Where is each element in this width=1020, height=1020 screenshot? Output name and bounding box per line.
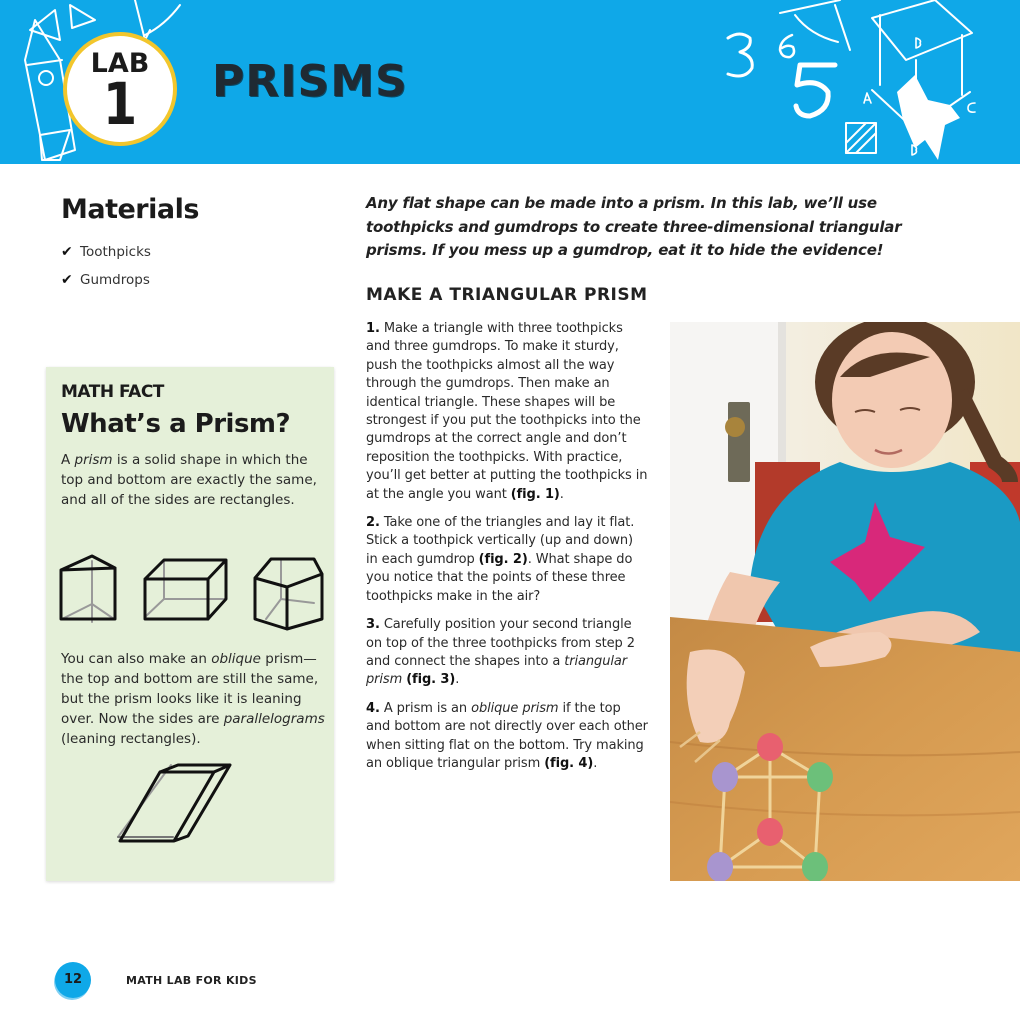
text-run: . — [455, 672, 460, 688]
intro-paragraph: Any flat shape can be made into a prism. In this lab, we’ll use toothpicks and gumdrops to create three-dimensional triangular prisms. If you mess up a gumdrop, eat it to hide the evidence! — [366, 194, 902, 259]
lab-number: 1 — [102, 70, 138, 138]
checkmark-icon: ✔ — [61, 272, 73, 288]
text-run: is a solid shape in which the top and bottom are exactly the same, and all of the sides are rectangles. — [61, 452, 317, 508]
figure-reference: (fig. 1) — [510, 486, 560, 502]
text-run: . — [593, 755, 598, 771]
emphasized-term: prism — [74, 452, 113, 468]
math-fact-kicker: MATH FACT — [61, 382, 164, 402]
step — [366, 320, 648, 504]
page-number: 12 — [55, 962, 91, 998]
step — [366, 514, 648, 606]
checkmark-icon: ✔ — [61, 244, 73, 260]
emphasized-term: oblique prism — [471, 700, 559, 716]
prism-sketch-doodle — [872, 0, 972, 160]
text-run: Carefully position your second triangle on top of the three toothpicks from step 2 and connect the shapes into a — [366, 617, 635, 669]
step-number: 3. — [366, 617, 380, 633]
section-heading: MAKE A TRIANGULAR PRISM — [366, 285, 648, 305]
instruction-steps — [366, 320, 648, 783]
math-fact-sidebar — [46, 367, 334, 881]
number-5-doodle — [796, 65, 835, 116]
materials-item-label: Gumdrops — [80, 272, 150, 288]
figure-reference: (fig. 3) — [406, 672, 456, 688]
pentagonal-prism-illustration — [255, 559, 322, 629]
text-run: You can also make an — [61, 651, 212, 667]
figure-reference: (fig. 4) — [544, 755, 594, 771]
text-run: (leaning rectangles). — [61, 731, 201, 747]
emphasized-term: parallelograms — [223, 711, 325, 727]
materials-list — [61, 238, 151, 294]
text-run: Take one of the triangles and lay it flat. Stick a toothpick vertically (up and down) in each gumdrop — [366, 515, 635, 567]
book-title: MATH LAB FOR KIDS — [126, 974, 257, 987]
activity-photo — [670, 322, 1020, 881]
text-run: if the top and bottom are not directly over each other when sitting flat on the bottom. Try making an oblique triangular prism — [366, 700, 648, 771]
emphasized-term: triangular prism — [366, 653, 627, 688]
number-6-doodle — [780, 35, 794, 57]
rectangular-prism-illustration — [145, 560, 226, 619]
materials-item-label: Toothpicks — [80, 244, 151, 260]
triangular-prism-illustration — [61, 556, 115, 622]
step-number: 2. — [366, 515, 380, 531]
angle-arrow-doodle — [780, 0, 850, 50]
prism-illustrations — [56, 547, 336, 637]
chapter-header — [0, 0, 1020, 164]
lab-label: LAB — [90, 48, 150, 79]
figure-reference: (fig. 2) — [478, 551, 528, 567]
text-run: prism—the top and bottom are still the same, but the prism looks like it is leaning over. Now the sides are — [61, 651, 319, 727]
emphasized-term: oblique — [211, 651, 261, 667]
text-run: Make a triangle with three toothpicks and three gumdrops. To make it sturdy, push the toothpicks almost all the way through the gumdrops. Then make an identical triangle. These shapes will be strongest if you put the toothpicks into the gumdrops at the correct angle and don’t reposition the toothpicks. With practice, you’ll get better at putting the toothpicks in at the angle you want — [366, 321, 648, 502]
text-run: . What shape do you notice that the points of these three toothpicks make in the air? — [366, 551, 633, 604]
oblique-prism-illustration — [106, 759, 246, 849]
materials-heading: Materials — [61, 194, 199, 225]
step-number: 4. — [366, 700, 380, 716]
math-fact-definition — [61, 450, 326, 510]
step — [366, 700, 648, 774]
materials-item — [61, 238, 151, 266]
girl-building-prism-photo — [670, 322, 1020, 881]
step-number: 1. — [366, 321, 380, 336]
materials-item — [61, 266, 151, 294]
math-fact-title: What’s a Prism? — [61, 409, 291, 439]
page-title: PRISMS — [212, 56, 408, 107]
text-run: A prism is an — [379, 700, 472, 716]
text-run: A — [61, 452, 75, 468]
text-run: . — [559, 486, 564, 502]
step — [366, 616, 648, 690]
math-fact-oblique-text — [61, 649, 326, 749]
number-3-doodle — [728, 34, 752, 76]
hatched-square-doodle — [846, 123, 876, 153]
lab-number-badge — [63, 32, 177, 146]
